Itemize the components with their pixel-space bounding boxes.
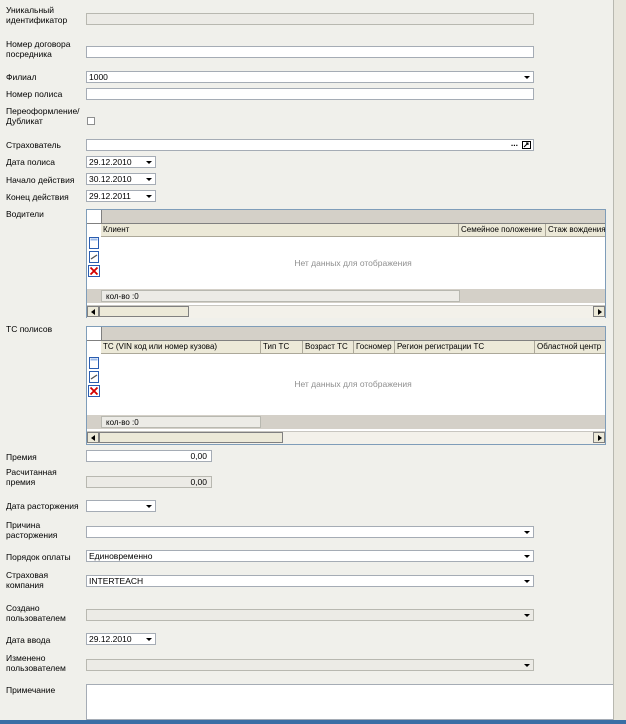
column-header[interactable]: Тип ТС (261, 341, 303, 353)
edit-record-icon[interactable] (88, 371, 100, 383)
grid-group-panel (87, 210, 605, 224)
drivers-grid (86, 209, 606, 318)
calc-premium-field: 0,00 (86, 476, 212, 488)
grid-toolbar (87, 237, 101, 287)
created-by-select (86, 609, 534, 621)
reissue-checkbox[interactable] (87, 117, 95, 125)
insurer-field[interactable] (86, 139, 534, 151)
chevron-down-icon[interactable] (145, 175, 153, 183)
chevron-down-icon[interactable] (523, 577, 531, 585)
branch-label: Филиал (6, 72, 37, 82)
column-header[interactable]: Областной центр (537, 342, 602, 351)
scroll-right-icon[interactable] (593, 306, 605, 317)
start-date-label: Начало действия (6, 175, 75, 185)
delete-record-icon[interactable] (88, 265, 100, 277)
reissue-label: Переоформление/ Дубликат (6, 106, 80, 126)
calc-premium-label: Расчитанная премия (6, 467, 57, 487)
chevron-down-icon[interactable] (145, 158, 153, 166)
note-textarea[interactable] (86, 684, 614, 720)
unique-id-field[interactable] (86, 13, 534, 25)
chevron-down-icon (523, 611, 531, 619)
drivers-label: Водители (6, 209, 44, 219)
termination-date-label: Дата расторжения (6, 501, 79, 511)
insurer-more-button[interactable]: ... (510, 139, 518, 148)
policy-date-field[interactable]: 29.12.2010 (86, 156, 156, 168)
vertical-scrollbar[interactable] (613, 0, 626, 724)
premium-label: Премия (6, 452, 37, 462)
chevron-down-icon[interactable] (523, 528, 531, 536)
scroll-thumb[interactable] (99, 306, 189, 317)
payment-order-label: Порядок оплаты (6, 552, 71, 562)
grid-group-panel (87, 327, 605, 341)
column-header[interactable]: Возраст ТС (303, 341, 354, 353)
edit-record-icon[interactable] (88, 251, 100, 263)
grid-toolbar (87, 357, 101, 407)
termination-date-field[interactable] (86, 500, 156, 512)
branch-select[interactable]: 1000 (86, 71, 534, 83)
end-date-field[interactable]: 29.12.2011 (86, 190, 156, 202)
insurer-label: Страхователь (6, 140, 61, 150)
entry-date-label: Дата ввода (6, 635, 51, 645)
vehicles-grid (86, 326, 606, 445)
created-by-label: Создано пользователем (6, 603, 66, 623)
row-count: кол-во :0 (101, 290, 460, 302)
column-header[interactable]: ТС (VIN код или номер кузова) (101, 341, 261, 353)
open-card-icon[interactable] (522, 141, 531, 149)
agent-contract-label: Номер договора посредника (6, 39, 71, 59)
column-header[interactable]: Госномер (354, 341, 395, 353)
delete-record-icon[interactable] (88, 385, 100, 397)
row-count: кол-во :0 (101, 416, 261, 428)
unique-id-label: Уникальный идентификатор (6, 5, 68, 25)
policy-number-label: Номер полиса (6, 89, 63, 99)
grid-footer (87, 415, 605, 429)
chevron-down-icon[interactable] (523, 552, 531, 560)
payment-order-select[interactable]: Единовременно (86, 550, 534, 562)
termination-reason-select[interactable] (86, 526, 534, 538)
new-record-icon[interactable] (88, 357, 100, 369)
column-header[interactable]: Регион регистрации ТС (395, 341, 535, 353)
scroll-right-icon[interactable] (593, 432, 605, 443)
modified-by-label: Изменено пользователем (6, 653, 66, 673)
new-record-icon[interactable] (88, 237, 100, 249)
chevron-down-icon[interactable] (145, 502, 153, 510)
end-date-label: Конец действия (6, 192, 69, 202)
grid-footer (87, 289, 605, 303)
agent-contract-field[interactable] (86, 46, 534, 58)
horizontal-scrollbar[interactable] (87, 431, 605, 444)
policy-date-label: Дата полиса (6, 157, 56, 167)
chevron-down-icon[interactable] (145, 635, 153, 643)
chevron-down-icon[interactable] (145, 192, 153, 200)
window-bottom-edge (0, 720, 626, 724)
column-header[interactable]: Семейное положение (459, 224, 546, 236)
empty-grid-text: Нет данных для отображения (294, 379, 412, 389)
grid-header (101, 224, 605, 237)
scroll-left-icon[interactable] (87, 432, 99, 443)
scroll-left-icon[interactable] (87, 306, 99, 317)
chevron-down-icon[interactable] (523, 73, 531, 81)
column-header[interactable]: Стаж вождения (548, 225, 606, 234)
entry-date-field[interactable]: 29.12.2010 (86, 633, 156, 645)
chevron-down-icon (523, 661, 531, 669)
modified-by-select (86, 659, 534, 671)
horizontal-scrollbar[interactable] (87, 305, 605, 318)
scroll-thumb[interactable] (99, 432, 283, 443)
vehicles-label: ТС полисов (6, 324, 53, 334)
premium-field[interactable]: 0,00 (86, 450, 212, 462)
policy-number-field[interactable] (86, 88, 534, 100)
column-header[interactable]: Клиент (101, 224, 459, 236)
insurance-company-label: Страховая компания (6, 570, 49, 590)
start-date-field[interactable]: 30.12.2010 (86, 173, 156, 185)
grid-header (101, 341, 605, 354)
termination-reason-label: Причина расторжения (6, 520, 58, 540)
note-label: Примечание (6, 685, 56, 695)
empty-grid-text: Нет данных для отображения (294, 258, 412, 268)
insurance-company-select[interactable]: INTERTEACH (86, 575, 534, 587)
